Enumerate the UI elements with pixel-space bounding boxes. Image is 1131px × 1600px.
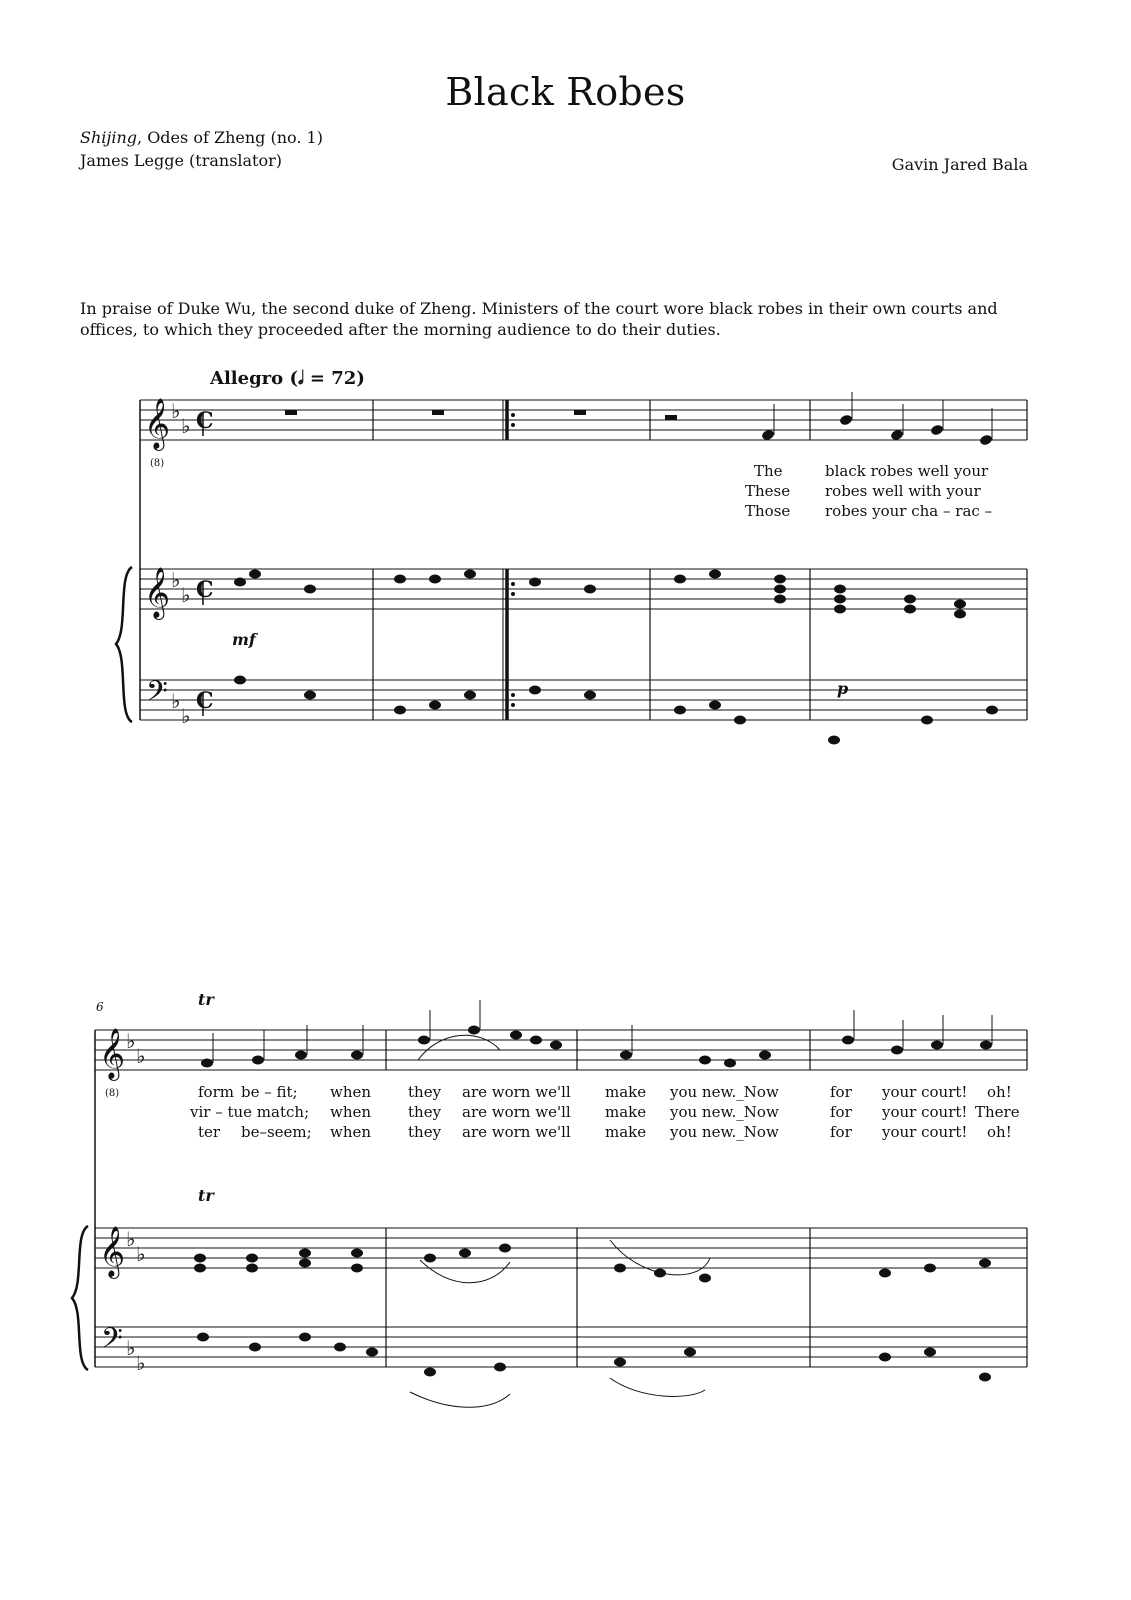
bass-clef-icon: 𝄢 <box>101 1322 123 1362</box>
lyric-s2-v3: your court! <box>882 1123 968 1141</box>
svg-text:C: C <box>196 408 214 434</box>
source-rest: , Odes of Zheng (no. 1) <box>137 128 323 147</box>
svg-text:♭: ♭ <box>126 1227 136 1251</box>
barlines-1 <box>373 400 1027 720</box>
svg-text:♭: ♭ <box>171 399 181 423</box>
lyric-s1-v3-a: Those <box>745 502 791 520</box>
key-signature-icon <box>126 1029 145 1375</box>
voice-staff-2 <box>95 1030 1027 1070</box>
svg-text:♭: ♭ <box>136 1044 146 1068</box>
translator: James Legge (translator) <box>80 151 283 170</box>
lyric-s2-v1: form <box>198 1083 234 1101</box>
lyric-s1-v2-b: robes well with your <box>825 482 981 500</box>
dynamic-p: p <box>837 679 849 698</box>
lyric-s2-v3: ter <box>198 1123 221 1141</box>
lyric-s2-v1: for <box>830 1083 852 1101</box>
lyric-s2-v2: when <box>330 1103 372 1121</box>
svg-text:♭: ♭ <box>181 704 191 728</box>
trill-icon: tr <box>198 990 214 1009</box>
system-1-staves <box>116 400 1027 722</box>
svg-text:♭: ♭ <box>171 689 181 713</box>
whole-rests-1 <box>285 410 677 420</box>
tempo-open: ( <box>289 368 298 389</box>
treble-clef-icon: 𝄞 <box>144 567 171 618</box>
tempo-text: Allegro <box>210 368 284 389</box>
source-italic: Shijing <box>80 128 138 147</box>
svg-text:♭: ♭ <box>126 1336 136 1360</box>
lyric-s2-v1: are worn we'll <box>462 1083 571 1101</box>
treble-clef-icon: 𝄞 <box>99 1028 126 1079</box>
lyric-s2-v1: your court! <box>882 1083 968 1101</box>
lyric-s2-v3: oh! <box>987 1123 1012 1141</box>
piano-treble-staff-1 <box>140 569 1027 609</box>
lyric-s2-v3: they <box>408 1123 442 1141</box>
lyric-s2-v2: There <box>975 1103 1020 1121</box>
piano-notes-1 <box>234 570 998 745</box>
lyric-s2-v2: are worn we'll <box>462 1103 571 1121</box>
tempo-value: = 72) <box>303 368 365 389</box>
lyric-s2-v3: for <box>830 1123 852 1141</box>
cut-time-icon <box>196 408 214 716</box>
trill-icon: tr <box>198 1186 214 1205</box>
measure-number: 6 <box>96 1000 104 1014</box>
voice-notes-2 <box>201 1000 992 1068</box>
piano-treble-staff-2 <box>95 1228 1027 1268</box>
lyric-s1-v3-b: robes your cha – rac – <box>825 502 993 520</box>
lyric-s2-v3: make <box>605 1123 647 1141</box>
lyric-s2-v2: your court! <box>882 1103 968 1121</box>
page-title: Black Robes <box>445 70 686 114</box>
piano-notes-2 <box>194 1244 991 1382</box>
lyric-s1-v2-a: These <box>745 482 791 500</box>
lyric-s1-v1-b: black robes well your <box>825 462 989 480</box>
lyric-s2-v2: they <box>408 1103 442 1121</box>
treble-clef-icon: 𝄞 <box>144 398 171 449</box>
lyric-s2-v1: oh! <box>987 1083 1012 1101</box>
lyric-s2-v2: vir – tue match; <box>190 1103 310 1121</box>
svg-text:♭: ♭ <box>181 414 191 438</box>
composer: Gavin Jared Bala <box>891 155 1028 174</box>
lyric-s2-v1: when <box>330 1083 372 1101</box>
dynamic-mf: mf <box>232 630 256 649</box>
svg-text:♭: ♭ <box>126 1029 136 1053</box>
lyric-s2-v3: you new._Now <box>670 1123 779 1141</box>
lyric-s2-v2: for <box>830 1103 852 1121</box>
octave-8-icon: (8) <box>105 1088 120 1099</box>
lyric-s2-v3: be–seem; <box>241 1123 312 1141</box>
lyric-s2-v2: make <box>605 1103 647 1121</box>
svg-text:C: C <box>196 688 214 714</box>
half-note-icon: 𝅗𝅥 <box>297 368 304 389</box>
svg-text:♭: ♭ <box>136 1351 146 1375</box>
repeat-dots-1 <box>511 413 515 707</box>
bass-clef-icon: 𝄢 <box>146 675 168 715</box>
svg-text:C: C <box>196 577 214 603</box>
piano-bass-staff-1 <box>140 680 1027 720</box>
svg-text:♭: ♭ <box>181 583 191 607</box>
preface-text: In praise of Duke Wu, the second duke of Zheng. Ministers of the court wore black robes in their own courts and offices, to which they proceeded after the morning audience to do their duties. <box>80 299 998 339</box>
lyric-s2-v3: are worn we'll <box>462 1123 571 1141</box>
lyric-s2-v1: make <box>605 1083 647 1101</box>
treble-clef-icon: 𝄞 <box>99 1226 126 1277</box>
svg-text:♭: ♭ <box>171 568 181 592</box>
lyric-s2-v3: when <box>330 1123 372 1141</box>
lyric-s1-v1-a: The <box>754 462 783 480</box>
svg-text:♭: ♭ <box>136 1242 146 1266</box>
key-signature-icon <box>171 399 190 728</box>
barlines-2 <box>386 1030 1027 1367</box>
lyric-s2-v2: you new._Now <box>670 1103 779 1121</box>
lyric-s2-v1: they <box>408 1083 442 1101</box>
lyric-s2-v1: be – fit; <box>241 1083 298 1101</box>
octave-8-icon: (8) <box>150 458 165 469</box>
lyric-s2-v1: you new._Now <box>670 1083 779 1101</box>
